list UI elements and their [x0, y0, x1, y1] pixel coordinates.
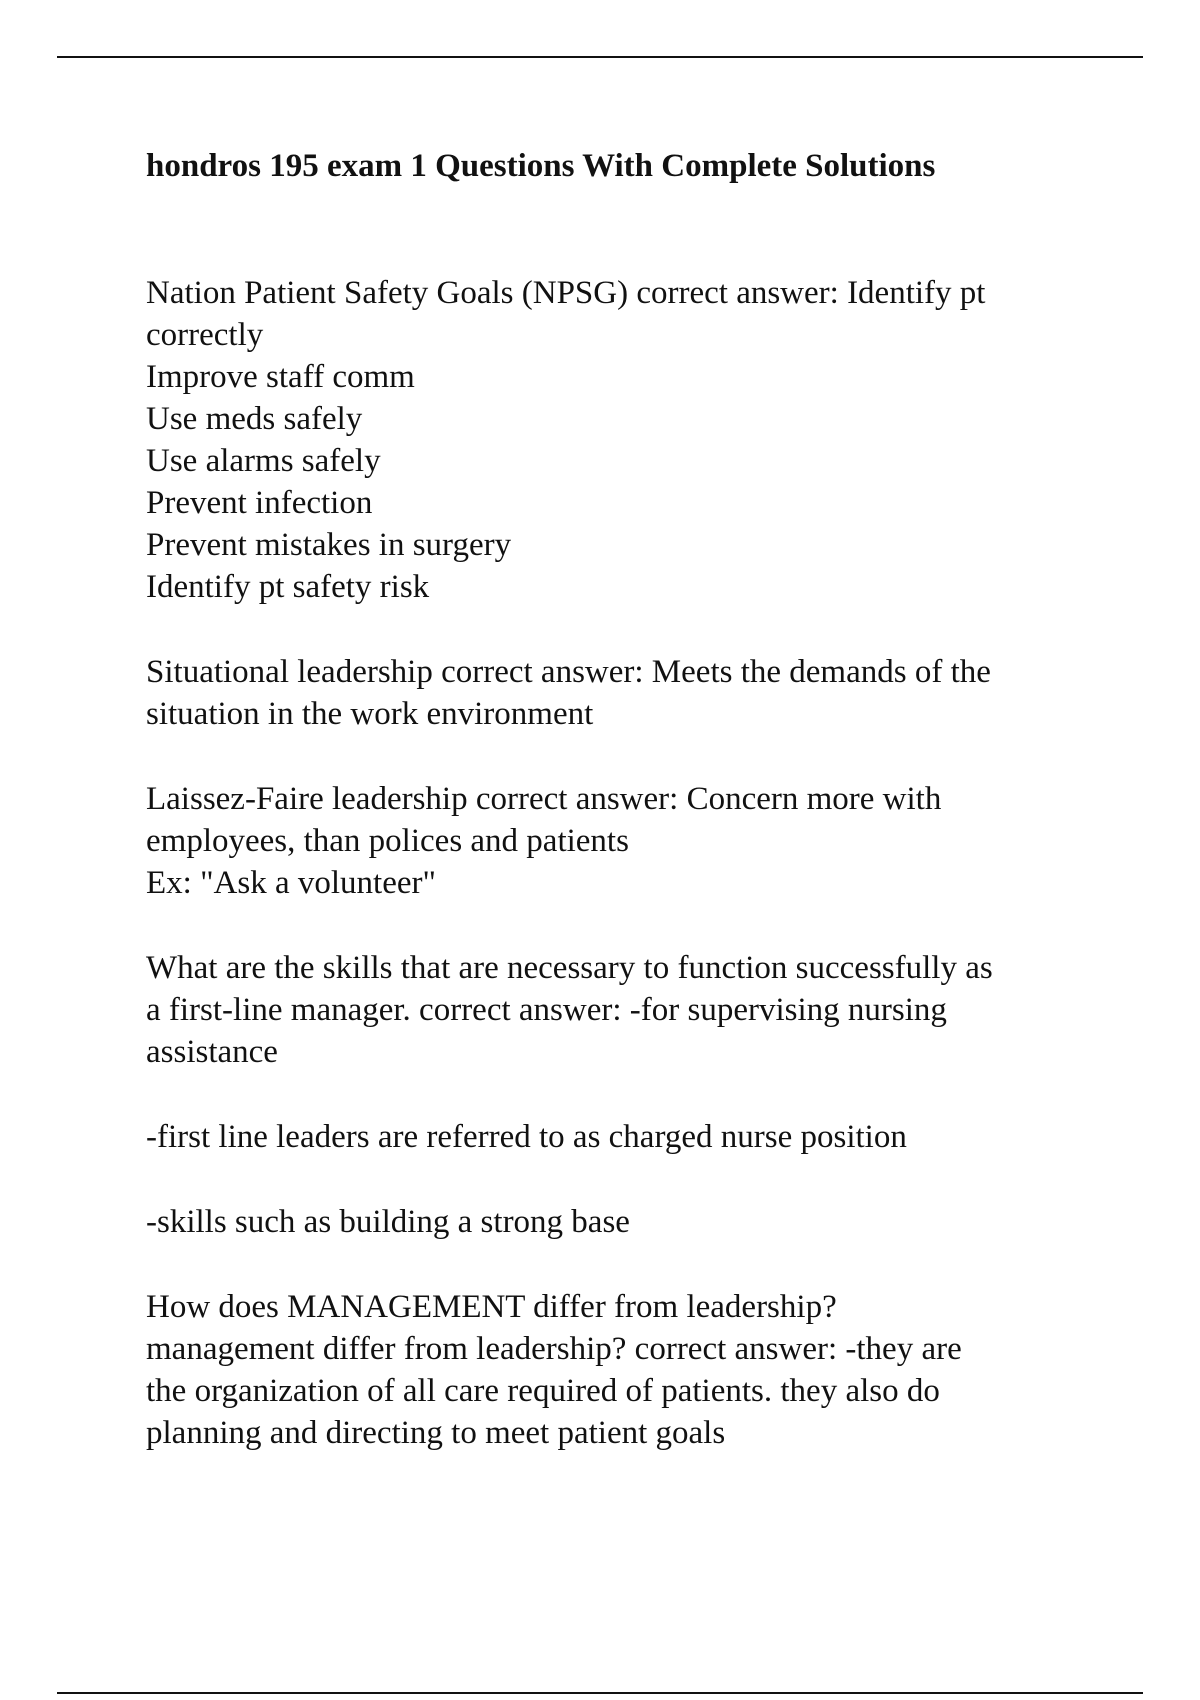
qa-item-strong-base: [146, 1201, 1106, 1243]
text-line: correctly: [146, 317, 264, 353]
qa-item-charge-nurse: [146, 1116, 1106, 1158]
text-line: -skills such as building a strong base: [146, 1204, 630, 1240]
text-line: Laissez-Faire leadership correct answer: Concern more with: [146, 781, 942, 817]
text-line: Ex: "Ask a volunteer": [146, 865, 436, 901]
qa-item-situational-leadership: [146, 651, 1106, 735]
page-title: hondros 195 exam 1 Questions With Complete Solutions: [146, 148, 936, 184]
qa-item-first-line-manager-skills: [146, 947, 1106, 1073]
text-line: Prevent mistakes in surgery: [146, 527, 512, 563]
text-line: management differ from leadership? correct answer: -they are: [146, 1331, 962, 1367]
top-divider: [57, 56, 1143, 58]
text-line: Prevent infection: [146, 485, 373, 521]
qa-list: [146, 272, 1106, 1497]
text-line: How does MANAGEMENT differ from leadership?: [146, 1289, 837, 1325]
text-line: assistance: [146, 1034, 278, 1070]
text-line: Identify pt safety risk: [146, 569, 430, 605]
text-line: planning and directing to meet patient goals: [146, 1415, 726, 1451]
qa-item-npsg: [146, 272, 1106, 608]
qa-item-laissez-faire-leadership: [146, 778, 1106, 904]
text-line: a first-line manager. correct answer: -for supervising nursing: [146, 992, 947, 1028]
text-line: Situational leadership correct answer: Meets the demands of the: [146, 654, 991, 690]
text-line: employees, than polices and patients: [146, 823, 629, 859]
text-line: -first line leaders are referred to as charged nurse position: [146, 1119, 907, 1155]
text-line: Improve staff comm: [146, 359, 415, 395]
text-line: the organization of all care required of patients. they also do: [146, 1373, 940, 1409]
text-line: Use alarms safely: [146, 443, 381, 479]
text-line: What are the skills that are necessary to function successfully as: [146, 950, 993, 986]
bottom-divider: [57, 1692, 1143, 1694]
text-line: Nation Patient Safety Goals (NPSG) correct answer: Identify pt: [146, 275, 986, 311]
text-line: situation in the work environment: [146, 696, 594, 732]
qa-item-management-vs-leadership: [146, 1286, 1106, 1454]
text-line: Use meds safely: [146, 401, 363, 437]
